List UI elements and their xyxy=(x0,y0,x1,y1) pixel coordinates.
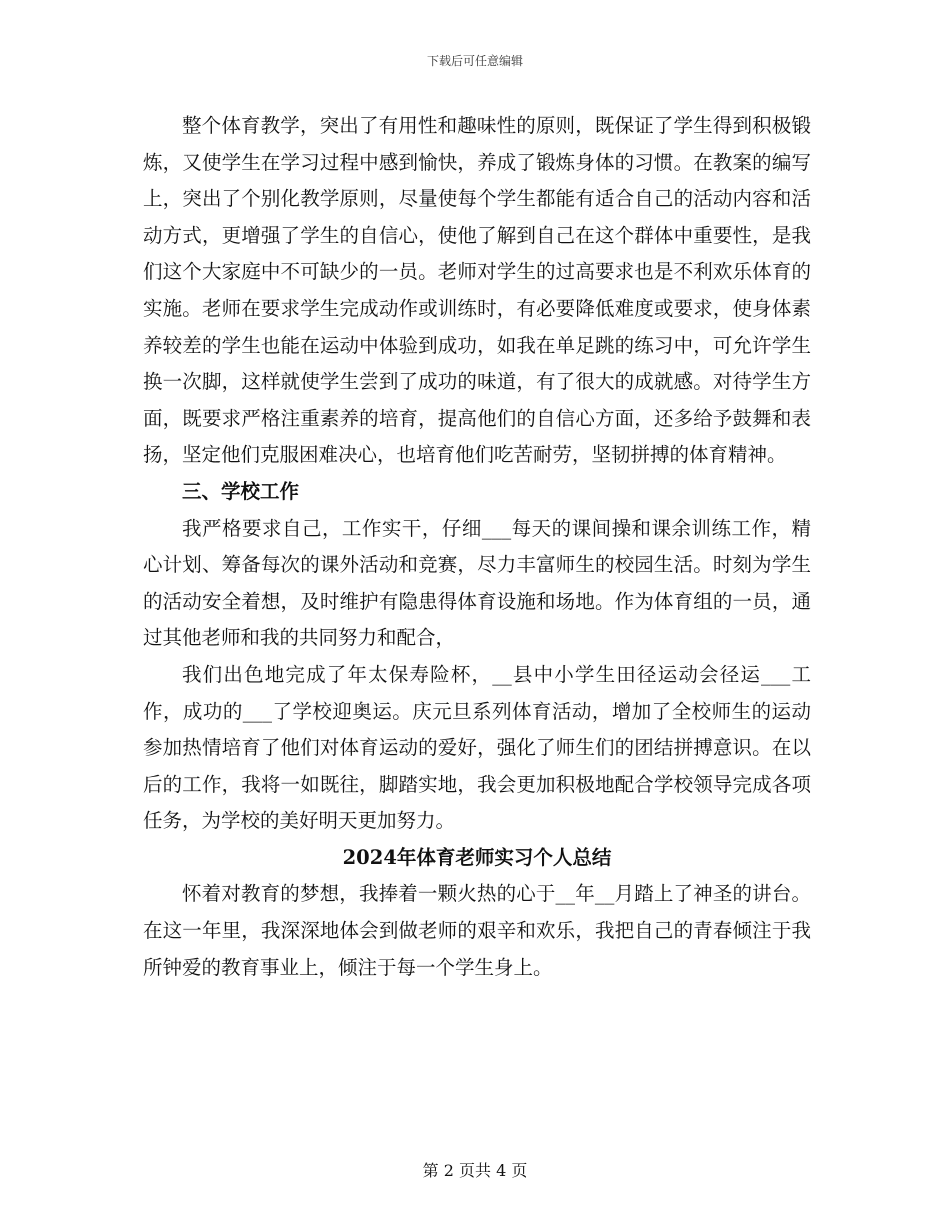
paragraph-achievements: 我们出色地完成了年太保寿险杯，__县中小学生田径运动会径运___工作，成功的___了学校迎奥运。庆元旦系列体育活动，增加了全校师生的运动参加热情培育了他们对体育运动的爱好，强化了师生们的团结拼搏意识。在以后的工作，我将一如既往，脚踏实地，我会更加积极地配合学校领导完成各项任务，为学校的美好明天更加努力。 xyxy=(143,662,811,833)
document-title-2024-summary: 2024年体育老师实习个人总结 xyxy=(342,845,612,869)
document-body xyxy=(143,108,811,986)
paragraph-teaching-summary: 整个体育教学，突出了有用性和趣味性的原则，既保证了学生得到积极锻炼，又使学生在学习过程中感到愉快，养成了锻炼身体的习惯。在教案的编写上，突出了个别化教学原则，尽量使每个学生都能有适合自己的活动内容和活动方式，更增强了学生的自信心，使他了解到自己在这个群体中重要性，是我们这个大家庭中不可缺少的一员。老师对学生的过高要求也是不利欢乐体育的实施。老师在要求学生完成动作或训练时，有必要降低难度或要求，使身体素养较差的学生也能在运动中体验到成功，如我在单足跳的练习中，可允许学生换一次脚，这样就使学生尝到了成功的味道，有了很大的成就感。对待学生方面，既要求严格注重素养的培育，提高他们的自信心方面，还多给予鼓舞和表扬，坚定他们克服困难决心，也培育他们吃苦耐劳，坚韧拼搏的体育精神。 xyxy=(143,114,811,467)
paragraph-school-work: 我严格要求自己，工作实干，仔细___每天的课间操和课余训练工作，精心计划、筹备每次的课外活动和竞赛，尽力丰富师生的校园生活。时刻为学生的活动安全着想，及时维护有隐患得体育设施和场地。作为体育组的一员，通过其他老师和我的共同努力和配合， xyxy=(143,516,811,650)
section-heading-school-work: 三、学校工作 xyxy=(182,479,300,503)
paragraph-intro: 怀着对教育的梦想，我捧着一颗火热的心于__年__月踏上了神圣的讲台。在这一年里，我深深地体会到做老师的艰辛和欢乐，我把自己的青春倾注于我所钟爱的教育事业上，倾注于每一个学生身上。 xyxy=(143,882,811,979)
page-header: 下载后可任意编辑 xyxy=(426,54,523,68)
page-footer: 第 2 页共 4 页 xyxy=(422,1161,528,1180)
